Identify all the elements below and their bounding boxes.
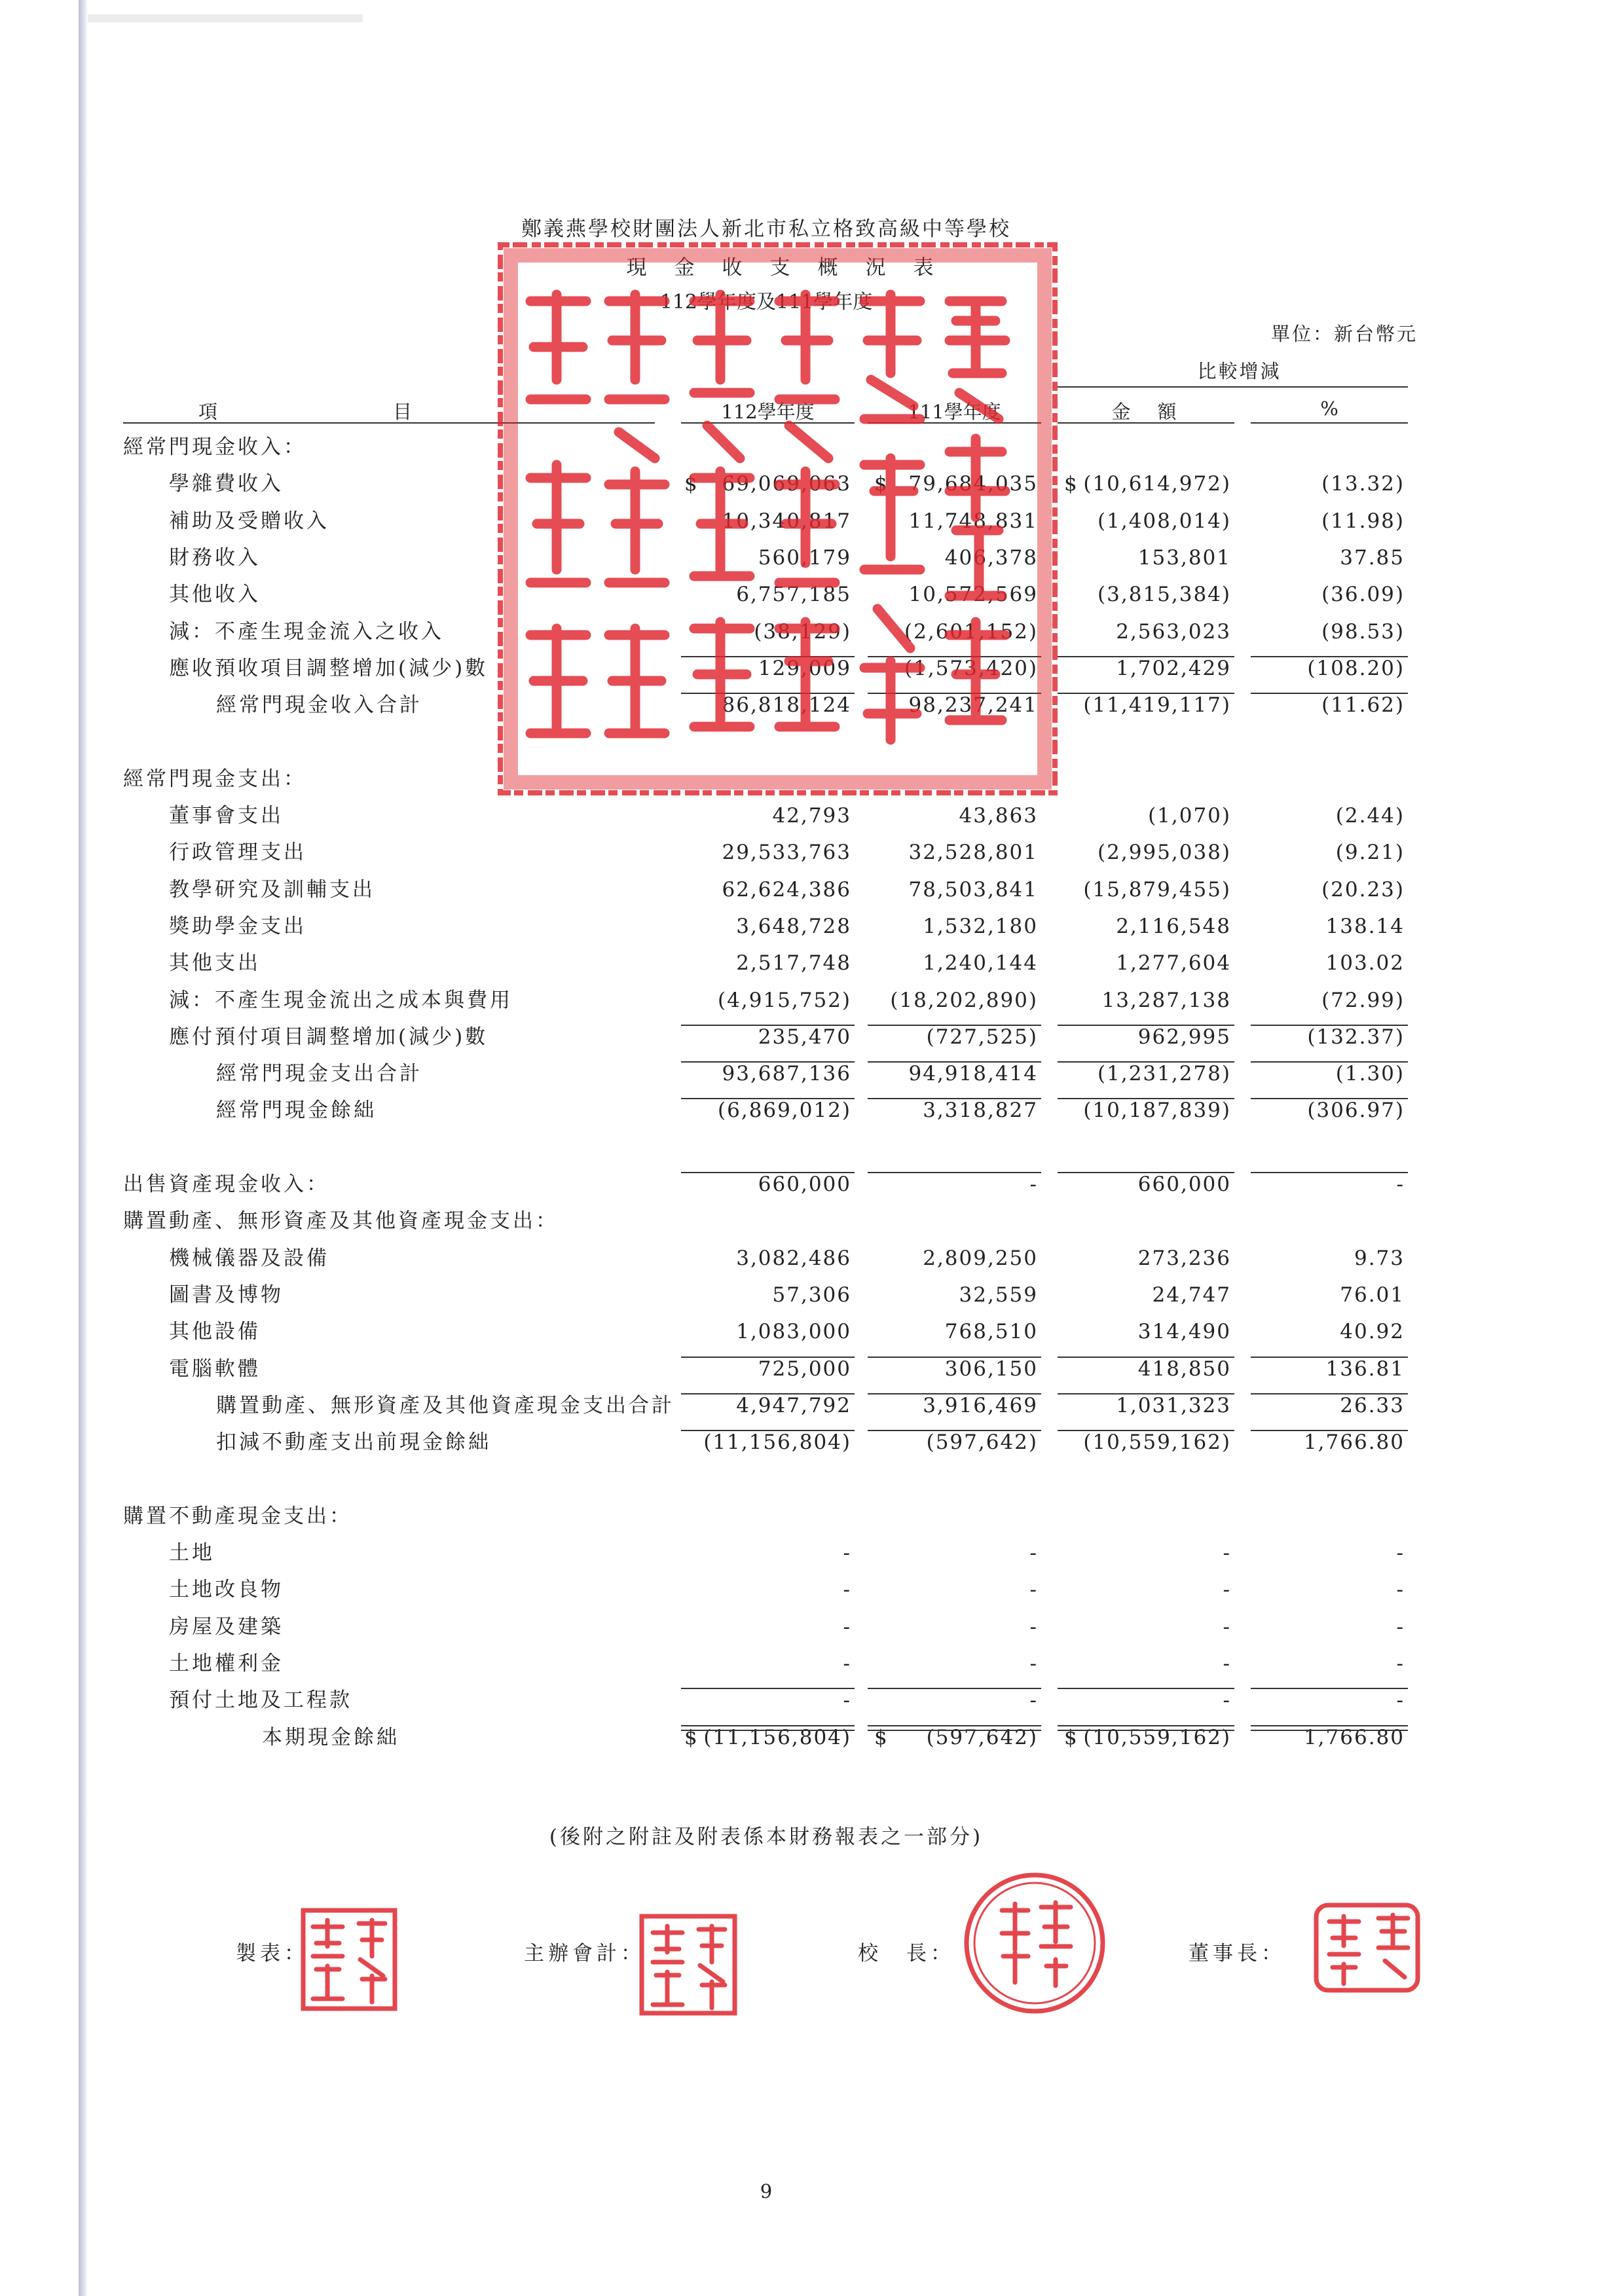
col-header-amount: 金 額 xyxy=(1111,401,1181,423)
report-period: 112學年度及111學年度 xyxy=(659,291,873,314)
underline xyxy=(1058,1025,1234,1026)
row-label: 電腦軟體 xyxy=(169,1357,261,1381)
value-111: 79,684,035 xyxy=(908,472,1038,496)
change-percent: 138.14 xyxy=(1325,914,1405,938)
row-label: 教學研究及訓輔支出 xyxy=(169,877,375,902)
underline xyxy=(1251,656,1408,657)
col-header-percent: % xyxy=(1320,397,1338,420)
value-111: 32,528,801 xyxy=(908,841,1038,865)
signature-principal: 校 長： xyxy=(858,1942,955,1965)
table-row xyxy=(0,1609,1624,1646)
row-label: 機械儀器及設備 xyxy=(169,1246,329,1270)
table-row xyxy=(0,909,1624,945)
underline xyxy=(868,1430,1041,1431)
value-112: (4,915,752) xyxy=(718,988,851,1012)
dollar-sign: $ xyxy=(1064,1725,1077,1749)
change-amount: (10,559,162) xyxy=(1083,1725,1231,1749)
value-112: 57,306 xyxy=(772,1283,851,1307)
double-underline xyxy=(681,1725,855,1731)
value-112: - xyxy=(843,1578,851,1602)
value-111: - xyxy=(1029,1688,1038,1713)
value-111: 1,240,144 xyxy=(923,951,1038,975)
underline xyxy=(1251,1098,1408,1099)
underline xyxy=(868,1061,1041,1063)
change-amount: (1,231,278) xyxy=(1098,1062,1231,1086)
double-underline xyxy=(1251,1725,1408,1731)
value-111: 3,916,469 xyxy=(923,1393,1038,1417)
row-label: 應收預收項目調整增加(減少)數 xyxy=(169,656,489,680)
value-111: 43,863 xyxy=(959,804,1038,828)
change-percent: 1,766.80 xyxy=(1303,1725,1405,1749)
value-111: (727,525) xyxy=(926,1025,1038,1049)
row-label: 學雜費收入 xyxy=(169,472,284,496)
underline xyxy=(1058,693,1234,694)
change-amount: (15,879,455) xyxy=(1083,877,1231,902)
table-row xyxy=(0,1277,1624,1314)
change-amount: - xyxy=(1223,1651,1231,1675)
underline xyxy=(1251,1061,1408,1063)
value-111: - xyxy=(1029,1651,1038,1675)
change-percent: (20.23) xyxy=(1321,877,1405,902)
underline xyxy=(1251,1688,1408,1689)
table-row xyxy=(0,1241,1624,1277)
table-row xyxy=(0,872,1624,909)
underline xyxy=(681,1061,855,1063)
change-percent: - xyxy=(1396,1614,1405,1639)
col-header-item: 項 目 xyxy=(198,401,415,423)
value-112: - xyxy=(843,1688,851,1713)
change-percent: (13.32) xyxy=(1321,472,1405,496)
underline xyxy=(868,1688,1041,1689)
change-percent: 9.73 xyxy=(1354,1246,1405,1270)
change-percent: (72.99) xyxy=(1321,988,1405,1012)
table-row xyxy=(0,724,1624,761)
underline xyxy=(681,656,855,657)
table-row xyxy=(0,1203,1624,1240)
change-percent: 1,766.80 xyxy=(1303,1430,1405,1455)
principal-seal-stamp xyxy=(963,1871,1107,2015)
change-percent: (1.30) xyxy=(1335,1062,1405,1086)
row-label: 購置動產、無形資產及其他資產現金支出： xyxy=(123,1209,559,1233)
underline xyxy=(1251,1357,1408,1358)
underline xyxy=(1058,1430,1234,1431)
row-label: 經常門現金餘絀 xyxy=(216,1099,377,1123)
underline xyxy=(681,1688,855,1689)
report-title: 現金收支概況表 xyxy=(626,256,961,280)
change-percent: (11.62) xyxy=(1321,693,1405,718)
row-label: 經常門現金收入： xyxy=(123,435,306,459)
underline xyxy=(681,1357,855,1358)
change-percent: 136.81 xyxy=(1325,1357,1405,1381)
table-row xyxy=(0,1019,1624,1056)
signature-chairman: 董事長： xyxy=(1189,1942,1285,1965)
change-amount: - xyxy=(1223,1688,1231,1713)
value-112: 1,083,000 xyxy=(736,1320,851,1344)
table-row xyxy=(0,614,1624,651)
value-112: (38,129) xyxy=(754,619,851,644)
change-amount: (10,614,972) xyxy=(1083,472,1231,496)
col-header-112: 112學年度 xyxy=(721,401,815,423)
underline xyxy=(868,1098,1041,1099)
underline xyxy=(681,1393,855,1394)
underline xyxy=(1058,1098,1234,1099)
value-111: 406,378 xyxy=(944,545,1038,570)
change-amount: 1,031,323 xyxy=(1116,1393,1231,1417)
dollar-sign: $ xyxy=(1064,472,1077,496)
change-amount: (3,815,384) xyxy=(1098,583,1231,607)
row-label: 圖書及博物 xyxy=(169,1283,284,1307)
change-amount: (1,070) xyxy=(1148,804,1231,828)
row-label: 土地權利金 xyxy=(169,1651,284,1675)
change-amount: 314,490 xyxy=(1137,1320,1231,1344)
change-percent: - xyxy=(1396,1578,1405,1602)
value-112: 93,687,136 xyxy=(722,1062,851,1086)
footnote: (後附之附註及附表係本財務報表之一部分) xyxy=(549,1825,984,1849)
change-percent: - xyxy=(1396,1651,1405,1675)
preparer-seal-stamp xyxy=(300,1907,398,2012)
table-row xyxy=(0,687,1624,724)
value-111: 94,918,414 xyxy=(908,1062,1038,1086)
table-row xyxy=(0,1535,1624,1572)
change-percent: 37.85 xyxy=(1340,545,1405,570)
change-amount: 273,236 xyxy=(1137,1246,1231,1270)
table-row xyxy=(0,1056,1624,1093)
value-111: 768,510 xyxy=(944,1320,1038,1344)
change-percent: (9.21) xyxy=(1335,841,1405,865)
table-row xyxy=(0,945,1624,982)
row-label: 土地改良物 xyxy=(169,1578,284,1602)
value-111: - xyxy=(1029,1173,1038,1196)
underline xyxy=(1058,656,1234,657)
table-row xyxy=(0,761,1624,798)
underline xyxy=(1058,1061,1234,1063)
value-111: (597,642) xyxy=(926,1430,1038,1455)
value-112: 3,648,728 xyxy=(736,914,851,938)
underline xyxy=(681,1025,855,1026)
row-label: 減：不產生現金流入之收入 xyxy=(169,619,444,644)
value-112: 86,818,124 xyxy=(722,693,851,718)
value-112: 42,793 xyxy=(772,804,851,828)
change-amount: - xyxy=(1223,1541,1231,1565)
value-112: 560,179 xyxy=(758,545,851,570)
change-amount: 418,850 xyxy=(1137,1357,1231,1381)
underline xyxy=(868,1025,1041,1026)
change-amount: 2,563,023 xyxy=(1116,619,1231,644)
signature-accountant: 主辦會計： xyxy=(524,1942,645,1965)
table-row xyxy=(0,1167,1624,1203)
underline xyxy=(681,1098,855,1099)
row-label: 購置動產、無形資產及其他資產現金支出合計 xyxy=(216,1393,674,1417)
underline xyxy=(1251,1430,1408,1431)
change-amount: (11,419,117) xyxy=(1083,693,1231,718)
value-111: (597,642) xyxy=(926,1725,1038,1749)
row-label: 應付預付項目調整增加(減少)數 xyxy=(169,1025,489,1049)
value-111: 98,237,241 xyxy=(908,693,1038,718)
change-amount: - xyxy=(1223,1614,1231,1639)
value-112: 660,000 xyxy=(758,1173,851,1196)
table-row xyxy=(0,1351,1624,1388)
table-row xyxy=(0,1572,1624,1609)
row-label: 經常門現金收入合計 xyxy=(216,693,422,718)
value-112: 69,069,063 xyxy=(722,472,851,496)
value-112: 2,517,748 xyxy=(736,951,851,975)
underline xyxy=(1058,1172,1234,1173)
change-amount: (1,408,014) xyxy=(1098,509,1231,533)
header-rule-item xyxy=(123,422,655,424)
row-label: 行政管理支出 xyxy=(169,841,306,865)
value-111: 10,572,569 xyxy=(908,583,1038,607)
header-rule-amount xyxy=(1058,422,1234,424)
change-amount: (2,995,038) xyxy=(1098,841,1231,865)
table-row xyxy=(0,1314,1624,1351)
value-112: 129,009 xyxy=(758,656,851,680)
value-111: (2,601,152) xyxy=(904,619,1038,644)
table-row xyxy=(0,1646,1624,1683)
underline xyxy=(681,1430,855,1431)
change-amount: - xyxy=(1223,1578,1231,1602)
double-underline xyxy=(868,1725,1041,1731)
table-row xyxy=(0,1425,1624,1461)
table-row xyxy=(0,503,1624,540)
table-row xyxy=(0,466,1624,503)
table-row xyxy=(0,1720,1624,1757)
row-label: 其他支出 xyxy=(169,951,261,975)
value-111: 11,748,831 xyxy=(908,509,1038,533)
change-percent: - xyxy=(1396,1173,1405,1196)
table-row xyxy=(0,540,1624,577)
change-percent: 76.01 xyxy=(1340,1283,1405,1307)
change-percent: 40.92 xyxy=(1340,1320,1405,1344)
header-rule-111 xyxy=(868,422,1041,424)
row-label: 減：不產生現金流出之成本與費用 xyxy=(169,988,513,1012)
change-amount: 962,995 xyxy=(1137,1025,1231,1049)
value-112: - xyxy=(843,1614,851,1639)
change-amount: 24,747 xyxy=(1152,1283,1231,1307)
value-112: 6,757,185 xyxy=(736,583,851,607)
table-row xyxy=(0,1461,1624,1498)
row-label: 扣減不動產支出前現金餘絀 xyxy=(216,1430,491,1455)
underline xyxy=(1058,1393,1234,1394)
change-percent: (132.37) xyxy=(1307,1025,1405,1049)
value-111: (1,573,420) xyxy=(904,656,1038,680)
table-row xyxy=(0,651,1624,687)
value-111: 2,809,250 xyxy=(923,1246,1038,1270)
change-percent: - xyxy=(1396,1541,1405,1565)
value-111: 78,503,841 xyxy=(908,877,1038,902)
table-row xyxy=(0,1130,1624,1167)
value-112: 10,340,817 xyxy=(722,509,851,533)
change-percent: (2.44) xyxy=(1335,804,1405,828)
underline xyxy=(868,693,1041,694)
value-112: 3,082,486 xyxy=(736,1246,851,1270)
table-row xyxy=(0,835,1624,871)
value-111: 3,318,827 xyxy=(923,1099,1038,1123)
underline xyxy=(868,1172,1041,1173)
header-rule-percent xyxy=(1251,422,1408,424)
underline xyxy=(1251,1393,1408,1394)
change-amount: (10,187,839) xyxy=(1083,1099,1231,1123)
change-percent: (98.53) xyxy=(1321,619,1405,644)
value-112: (11,156,804) xyxy=(703,1725,851,1749)
table-row xyxy=(0,429,1624,466)
row-label: 預付土地及工程款 xyxy=(169,1688,352,1713)
value-112: 235,470 xyxy=(758,1025,851,1049)
dollar-sign: $ xyxy=(874,472,887,496)
change-amount: 153,801 xyxy=(1137,545,1231,570)
value-112: 62,624,386 xyxy=(722,877,851,902)
underline xyxy=(1251,1025,1408,1026)
row-label: 本期現金餘絀 xyxy=(262,1725,399,1749)
row-label: 土地 xyxy=(169,1541,215,1565)
row-label: 補助及受贈收入 xyxy=(169,509,329,533)
dollar-sign: $ xyxy=(684,472,697,496)
value-112: (11,156,804) xyxy=(703,1430,851,1455)
change-amount: (10,559,162) xyxy=(1083,1430,1231,1455)
underline xyxy=(1058,1357,1234,1358)
signature-preparer: 製表： xyxy=(236,1942,308,1965)
row-label: 經常門現金支出： xyxy=(123,767,306,791)
change-percent: - xyxy=(1396,1688,1405,1713)
value-111: - xyxy=(1029,1578,1038,1602)
comparison-rule xyxy=(1058,386,1408,388)
row-label: 出售資產現金收入： xyxy=(123,1173,329,1196)
table-row xyxy=(0,798,1624,835)
row-label: 其他設備 xyxy=(169,1320,261,1344)
underline xyxy=(681,1172,855,1173)
value-112: - xyxy=(843,1541,851,1565)
change-amount: 1,702,429 xyxy=(1116,656,1231,680)
underline xyxy=(1058,1688,1234,1689)
underline xyxy=(868,656,1041,657)
change-percent: (11.98) xyxy=(1321,509,1405,533)
value-111: - xyxy=(1029,1541,1038,1565)
underline xyxy=(868,1393,1041,1394)
header-rule-112 xyxy=(681,422,855,424)
row-label: 房屋及建築 xyxy=(169,1614,284,1639)
change-amount: 13,287,138 xyxy=(1101,988,1231,1012)
value-111: (18,202,890) xyxy=(890,988,1038,1012)
value-112: 29,533,763 xyxy=(722,841,851,865)
accountant-seal-stamp xyxy=(638,1913,738,2016)
table-row xyxy=(0,577,1624,613)
value-111: 32,559 xyxy=(959,1283,1038,1307)
value-111: 1,532,180 xyxy=(923,914,1038,938)
change-percent: 103.02 xyxy=(1325,951,1405,975)
table-row xyxy=(0,983,1624,1019)
row-label: 經常門現金支出合計 xyxy=(216,1062,422,1086)
scan-top-shadow xyxy=(88,14,363,22)
underline xyxy=(868,1357,1041,1358)
comparison-heading: 比較增減 xyxy=(1197,360,1282,382)
entity-name: 鄭義燕學校財團法人新北市私立格致高級中等學校 xyxy=(521,217,1011,241)
change-amount: 2,116,548 xyxy=(1116,914,1231,938)
double-underline xyxy=(1058,1725,1234,1731)
dollar-sign: $ xyxy=(684,1725,697,1749)
col-header-111: 111學年度 xyxy=(908,401,1001,423)
table-row xyxy=(0,1093,1624,1129)
table-row xyxy=(0,1499,1624,1535)
row-label: 董事會支出 xyxy=(169,804,284,828)
change-percent: (108.20) xyxy=(1307,656,1405,680)
row-label: 獎助學金支出 xyxy=(169,914,306,938)
row-label: 其他收入 xyxy=(169,583,261,607)
row-label: 財務收入 xyxy=(169,545,261,570)
value-112: - xyxy=(843,1651,851,1675)
underline xyxy=(1251,1172,1408,1173)
change-amount: 660,000 xyxy=(1137,1173,1231,1196)
page-number: 9 xyxy=(760,2180,773,2202)
chairman-seal-stamp xyxy=(1313,1902,1421,1994)
value-111: 306,150 xyxy=(944,1357,1038,1381)
dollar-sign: $ xyxy=(874,1725,887,1749)
table-row xyxy=(0,1388,1624,1425)
table-row xyxy=(0,1683,1624,1719)
change-percent: 26.33 xyxy=(1340,1393,1405,1417)
change-amount: 1,277,604 xyxy=(1116,951,1231,975)
value-112: 4,947,792 xyxy=(736,1393,851,1417)
value-111: - xyxy=(1029,1614,1038,1639)
underline xyxy=(1251,693,1408,694)
value-112: (6,869,012) xyxy=(718,1099,851,1123)
change-percent: (36.09) xyxy=(1321,583,1405,607)
underline xyxy=(681,693,855,694)
change-percent: (306.97) xyxy=(1307,1099,1405,1123)
value-112: 725,000 xyxy=(758,1357,851,1381)
currency-unit: 單位：新台幣元 xyxy=(1270,323,1418,345)
row-label: 購置不動產現金支出： xyxy=(123,1504,352,1528)
